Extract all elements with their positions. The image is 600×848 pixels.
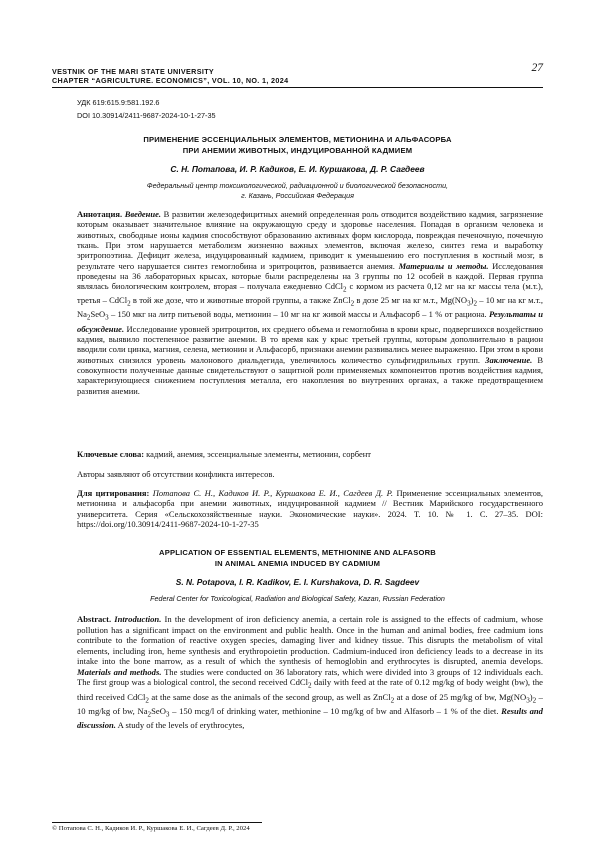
doi-line: DOI 10.30914/2411-9687-2024-10-1-27-35 [77,111,216,120]
subscript: 2 [390,696,395,705]
methods-ru-text: – 10 мг на кг м.т., Na [77,295,543,320]
methods-en-text: – 10 mg/kg of bw, Na [77,691,543,716]
subscript: 3 [467,300,471,309]
title-en-line-2: IN ANIMAL ANEMIA INDUCED BY CADMIUM [214,559,381,568]
intro-ru-label: Введение. [124,209,162,219]
subscript: 3 [165,710,170,719]
intro-ru-text: В развитии железодефицитных анемий определенная роль отводится воздействию кадмия, загрязнение которым оказывает значительное влияние на окружающую среду и здоровье населения. Попадая в организм человека и животных, свободные ионы кадмия способствуют образованию активных форм кислорода, повреждая печеночную, почечную ткань. При этом нарушается метаболизм жизненно важных элементов, включая железо, синтез гема и выработку эритропоэтина. Дефицит железа, индуцированный кадмием, приводит к уменьшению его поступления в костный мозг, в результате чего нарушается синтез гемоглобина и эритроцитов, развивается анемия. [77,209,544,271]
subscript: 2 [86,314,91,323]
udc-code: УДК 619:615.9:581.192.6 [77,98,160,107]
affiliation-en [52,594,543,604]
citation-ru-text: Применение эссенциальных элементов, метионина и альфасорба при анемии животных, индуцированной кадмием // Вестник Марийского государственного университета. Серия «Сельскохозяйственные науки. Экономические науки». 2024. Т. 10. № 1. С. 27–35. DOI: https://doi.org/10.30914/2411-9687-2024-10-1-27-35 [77,488,544,530]
conflict-statement: Авторы заявляют об отсутствии конфликта интересов. [77,469,275,479]
affiliation-ru-line-2: г. Казань, Российская Федерация [241,190,354,200]
authors-ru-text: С. Н. Потапова, И. Р. Кадиков, Е. И. Куршакова, Д. Р. Сагдеев [170,164,425,174]
results-ru-text: Исследование уровней эритроцитов, их среднего объема и гемоглобина в крови крыс, подвергшихся воздействию кадмия, выявило постепенное развитие анемии. В то время как у крыс третьей группы, которым дополнительно в рацион вводили соли цинка, магния, селена, метионин и Альфасорб, признаки анемии развивались менее выраженно. При этом в крови животных снизился уровень малонового диальдегида, увеличилось количество сульфгидрильных групп. [77,323,543,365]
keywords-ru [77,449,543,459]
copyright-footnote: © Потапова С. Н., Кадиков И. Р., Куршакова Е. И., Сагдеев Д. Р., 2024 [52,825,250,832]
subscript: 2 [473,300,477,309]
running-head [52,67,492,85]
subscript: 2 [147,710,152,719]
authors-en-text: S. N. Potapova, I. R. Kadikov, E. I. Kurshakova, D. R. Sagdeev [175,577,420,587]
subscript: 2 [342,286,347,295]
affiliation-ru-line-1: Федеральный центр токсикологической, радиационной и биологической безопасности, [146,181,449,190]
citation-ru-label: Для цитирования: [77,488,150,498]
authors-ru [52,164,543,175]
abstract-ru: Аннотация. Введение. В развитии железодефицитных анемий определенная роль отводится воздействию кадмия, загрязнение которым оказывает значительное влияние на окружающую среду и здоровье населения. Попадая в организм человека и животных, свободные ионы кадмия способствуют образованию активных форм кислорода, повреждая печеночную, почечную ткань. При этом нарушается метаболизм жизненно важных элементов, включая железо, синтез гема и выработку эритропоэтина. Дефицит железа, индуцированный кадмием, приводит к уменьшению его поступления в костный мозг, в результате чего нарушается синтез гемоглобина и эритроцитов, развивается анемия. Материалы и методы. Исследования проведены на 36 лабораторных крысах, которые были распределены на 3 группы по 12 особей в каждой. Первая группа являлась биологическим контролем, вторая – получала ежедневно CdCl$_2$ с кормом из расчета 0,12 мг на кг массы тела (м.т.), третья – CdCl$_2$ в той же дозе, что и животные второй группы, а также ZnCl$_2$ в дозе 25 мг на кг м.т., $Mg(NO_3)_2 - 10$ мг на кг м.т., $Na_2SeO_3 - 150$ мкг на литр питьевой воды, метионин – 10 мг на кг живой массы и Альфасорб – 1 % от рациона. Результаты и обсуждение. Исследование уровней эритроцитов, их среднего объема и гемоглобина в крови крыс, подвергшихся воздействию кадмия, выявило постепенное развитие анемии. В то время как у крыс третьей группы, которым дополнительно в рацион вводили соли цинка, магния, селена, метионин и Альфасорб, признаки анемии развивались менее выраженно. При этом в крови животных снизился уровень малонового диальдегида, увеличилось количество сульфгидрильных групп. Заключение. В совокупности полученные данные свидетельствуют о защитной роли применяемых компонентов против воздействия кадмия, характеризующиеся снижением поступления металла, его накопления во внутренних органах, а также предотвращением развития анемии. [77,209,544,396]
journal-chapter: CHAPTER “AGRICULTURE. ECONOMICS”, VOL. 10, NO. 1, 2024 [52,76,289,85]
journal-name: VESTNIK OF THE MARI STATE UNIVERSITY [52,67,215,76]
results-ru-label: Результаты и обсуждение. [77,309,543,334]
subscript: 3 [105,314,109,323]
title-ru-line-1: ПРИМЕНЕНИЕ ЭССЕНЦИАЛЬНЫХ ЭЛЕМЕНТОВ, МЕТИОНИНА И АЛЬФАСОРБА [143,135,452,144]
abstract-en: Abstract. Introduction. In the development of iron deficiency anemia, a certain role is assigned to the effects of cadmium, whose pollution has a significant impact on the environment and public health. Once in the human and animal bodies, free cadmium ions contribute to the formation of reactive oxygen species, damaging liver and kidney tissue. This disrupts the metabolism of vital elements, including iron, heme synthesis and erythropoietin production. Cadmium-induced iron deficiency leads to a decrease in its intake into the bone marrow, as a result of which the synthesis of hemoglobin and erythrocytes is disrupted, anemia develops. Materials and methods. The studies were conducted on 36 laboratory rats, which were divided into 3 groups of 12 individuals each. The first group was a biological control, the second received CdCl$_2$ daily with feed at the rate of 0.12 mg/kg of body weight (bw), the third received CdCl$_2$ at the same dose as the animals of the second group, as well as ZnCl$_2$ at a dose of 25 mg/kg of bw, $Mg(NO_3)_2 - 10$ mg/kg of bw, $Na_2SeO_3 - 150$ mcg/l of drinking water, methionine – 10 mg/kg of bw and Alfasorb – 1 % of the diet. Results and discussion. A study of the levels of erythrocytes, [77,614,544,731]
page-number: 27 [531,62,543,74]
methods-en-text: daily with feed at the rate of 0.12 mg/kg of body weight (bw), the third received CdCl [77,677,543,702]
methods-en-text: at a dose of 25 mg/kg of bw, Mg(NO [394,691,527,702]
title-en-line-1: APPLICATION OF ESSENTIAL ELEMENTS, METHIONINE AND ALFASORB [159,548,436,557]
methods-ru-text: SeO [90,309,106,320]
methods-en-text: at the same dose as the animals of the second group, as well as ZnCl [148,691,391,702]
intro-en-text: In the development of iron deficiency anemia, a certain role is assigned to the effects of cadmium, whose pollution has a significant impact on the environment and public health. Once in the human and animal bodies, free cadmium ions contribute to the formation of reactive oxygen species, damaging liver and kidney tissue. This disrupts the metabolism of vital elements, including iron, heme synthesis and erythropoietin production. Cadmium-induced iron deficiency leads to a decrease in its intake into the bone marrow, as a result of which the synthesis of hemoglobin and erythrocytes is disrupted, anemia develops. [77,614,543,667]
subscript: 2 [145,696,149,705]
methods-ru-text: с кормом из расчета 0,12 мг на кг массы тела (м.т.), третья – CdCl [77,281,543,306]
keywords-ru-text: кадмий, анемия, эссенциальные элементы, метионин, сорбент [146,449,371,459]
subscript: 2 [308,682,312,690]
affiliation-ru [52,181,543,200]
methods-en-text: The studies were conducted on 36 laboratory rats, which were divided into 3 groups of 12 individuals each. The first group was a biological control, the second received CdCl [77,666,544,688]
citation-ru-authors: Потапова С. Н., Кадиков И. Р., Куршакова Е. И., Сагдеев Д. Р. [152,488,394,498]
intro-en-label: Introduction. [114,614,162,624]
article-title-en [52,547,543,569]
methods-ru-text: в дозе 25 мг на кг м.т., Mg(NO [354,295,468,306]
results-en-text: A study of the levels of erythrocytes, [117,720,245,731]
methods-en-text: – 150 mcg/l of drinking water, methionine – 10 mg/kg of bw and Alfasorb – 1 % of the diet. [169,705,499,716]
methods-ru-text: в той же дозе, что и животные второй группы, а также ZnCl [130,295,351,306]
methods-ru-text: Исследования проведены на 36 лабораторных крысах, которые были распределены на 3 группы по 12 особей в каждой. Первая группа являлась биологическим контролем, вторая – получала ежедневно CdCl [77,260,543,292]
abstract-ru-label: Аннотация. [77,209,123,219]
authors-en [52,577,543,588]
citation-ru [77,488,543,529]
results-en-label: Results and discussion. [77,705,543,731]
methods-ru-label: Материалы и методы. [398,260,489,271]
methods-en-text: SeO [151,705,166,716]
abstract-en-label: Abstract. [77,614,112,624]
conclusion-ru-text: В совокупности полученные данные свидетельствуют о защитной роли применяемых компонентов против воздействия кадмия, характеризующиеся снижением поступления металла, его накопления во внутренних органах, а также предотвращением развития анемии. [77,354,544,396]
keywords-ru-label: Ключевые слова: [77,449,145,459]
conclusion-ru-label: Заключение. [485,354,533,365]
affiliation-en-text: Federal Center for Toxicological, Radiation and Biological Safety, Kazan, Russian Federation [150,594,445,603]
methods-ru-text: – 150 мкг на литр питьевой воды, метионин – 10 мг на кг живой массы и Альфасорб – 1 % от рациона. [108,309,487,320]
footnote-divider [52,822,262,823]
subscript: 2 [127,300,131,309]
subscript: 3 [526,696,530,705]
title-ru-line-2: ПРИ АНЕМИИ ЖИВОТНЫХ, ИНДУЦИРОВАННОЙ КАДМИЕМ [182,146,413,155]
subscript: 2 [532,696,537,705]
subscript: 2 [350,300,355,309]
header-divider [52,87,543,88]
article-title-ru [52,134,543,156]
methods-en-label: Materials and methods. [77,666,162,677]
